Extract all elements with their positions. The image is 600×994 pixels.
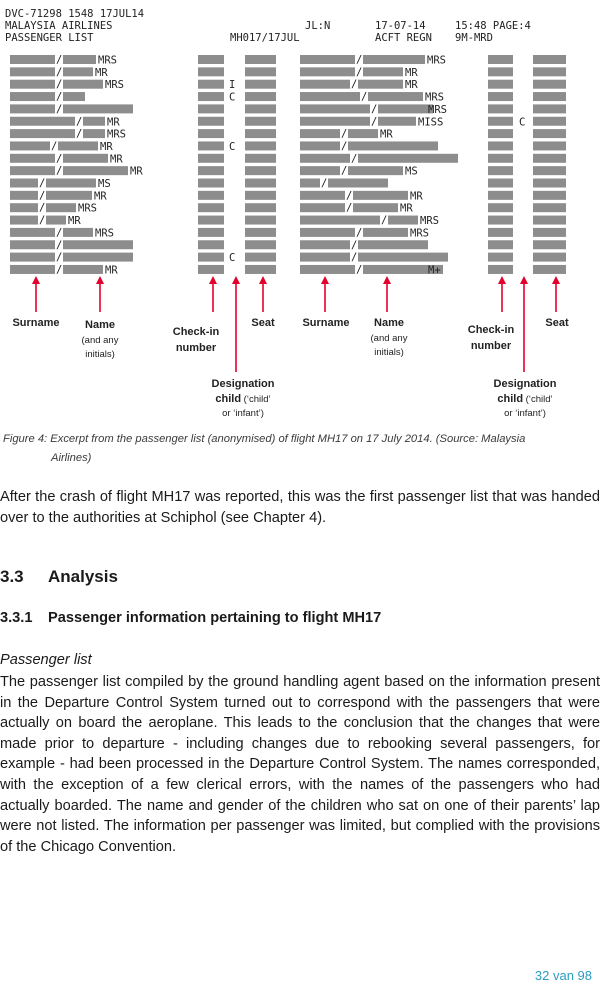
label-name-sub: (and any [81,335,119,346]
header-text: MH017/17JUL [230,32,300,44]
redacted-surname [10,166,55,175]
label-name-sub: initials) [374,347,404,358]
redacted-seat [245,216,276,225]
subsection-heading [0,610,381,626]
redacted-surname [10,92,55,101]
name-title: MRS [105,79,124,92]
redacted-checkin [488,104,513,113]
designation-code: C [229,252,236,265]
slash: / [346,202,353,215]
designation-code: I [229,79,236,92]
redacted-surname [10,253,55,262]
name-title: MR [405,79,418,92]
redacted-seat [533,191,566,200]
redacted-checkin [198,216,224,225]
redacted-checkin [488,80,513,89]
header-text: PASSENGER LIST [5,32,94,44]
redacted-surname [300,240,350,249]
redacted-surname [10,191,38,200]
redacted-checkin [488,216,513,225]
redacted-name [46,216,66,225]
redacted-checkin [198,55,224,64]
redacted-surname [10,80,55,89]
redacted-name [63,55,96,64]
redacted-seat [533,55,566,64]
pointer-arrowhead [209,276,217,284]
figure-caption [3,430,597,468]
redacted-surname [10,203,38,212]
label-designation-sub: or ‘infant’) [222,408,264,419]
slash: / [371,103,378,116]
redacted-surname [10,179,38,188]
name-title: MR [400,202,413,215]
label-seat: Seat [545,317,569,329]
label-designation-sub [215,393,270,405]
slash: / [76,128,83,141]
redacted-checkin [198,92,224,101]
slash: / [56,263,63,276]
redacted-checkin [488,253,513,262]
redacted-surname [10,154,55,163]
name-title: MR [95,66,108,79]
redacted-seat [245,154,276,163]
redacted-name [358,253,448,262]
name-title: MR [410,190,423,203]
redacted-seat [533,67,566,76]
page-number: 32 van 98 [534,968,592,983]
redacted-checkin [488,117,513,126]
redacted-checkin [488,129,513,138]
redacted-name [363,67,403,76]
label-designation-bold: child [215,393,242,405]
pointer-arrowhead [232,276,240,284]
redacted-name [63,166,128,175]
slash: / [56,226,63,239]
redacted-checkin [488,55,513,64]
name-title: MRS [425,91,444,104]
slash: / [56,103,63,116]
redacted-seat [245,80,276,89]
caption-line-1: Figure 4: Excerpt from the passenger list (anonymised) of flight MH17 on 17 July 2014. (Source: Malaysia [3,433,526,445]
header-text: 9M-MRD [455,32,493,44]
subheading-passenger-list: Passenger list [0,652,92,668]
redacted-surname [10,228,55,237]
redacted-surname [10,141,50,150]
redacted-name [348,141,438,150]
slash: / [39,189,46,202]
label-designation-rest: (‘child’ [241,394,271,405]
slash: / [76,115,83,128]
redacted-seat [245,55,276,64]
name-title: MR [130,165,143,178]
redacted-seat [245,179,276,188]
redacted-checkin [198,80,224,89]
redacted-name [63,265,103,274]
redacted-name [358,80,403,89]
slash: / [39,177,46,190]
redacted-seat [533,104,566,113]
redacted-name [63,92,85,101]
redacted-seat [533,253,566,262]
name-title: MRS [427,54,446,67]
pointer-arrowhead [32,276,40,284]
redacted-name [328,179,388,188]
slash: / [56,78,63,91]
redacted-surname [10,67,55,76]
redacted-name [63,104,133,113]
redacted-name [353,203,398,212]
redacted-surname [300,203,345,212]
redacted-checkin [488,67,513,76]
redacted-name [63,67,93,76]
redacted-seat [245,141,276,150]
slash: / [51,140,58,153]
name-title: M+ [428,264,441,277]
designation-code: C [519,116,526,129]
pointer-arrowhead [383,276,391,284]
pointer-arrowhead [498,276,506,284]
redacted-seat [533,179,566,188]
redacted-checkin [198,67,224,76]
pointer-arrowhead [552,276,560,284]
redacted-surname [300,80,350,89]
slash: / [56,54,63,66]
redacted-checkin [488,141,513,150]
redacted-seat [533,117,566,126]
redacted-surname [300,253,350,262]
redacted-checkin [488,92,513,101]
slash: / [351,152,358,165]
redacted-seat [245,67,276,76]
redacted-surname [300,179,320,188]
name-title: MR [94,190,107,203]
label-designation-bold: child [497,393,524,405]
name-title: MS [98,178,111,190]
redacted-seat [533,166,566,175]
redacted-checkin [488,240,513,249]
redacted-seat [533,265,566,274]
redacted-surname [300,55,355,64]
header-text: JL:N [305,20,331,32]
designation-code: C [229,140,236,153]
redacted-name [46,203,76,212]
redacted-name [353,191,408,200]
label-checkin: Check-in [467,324,515,336]
section-number: 3.3 [0,567,24,586]
slash: / [341,128,348,141]
slash: / [371,115,378,128]
name-title: MRS [95,227,114,240]
redacted-seat [533,216,566,225]
slash: / [56,251,63,264]
redacted-seat [245,166,276,175]
name-title: MRS [410,227,429,240]
redacted-seat [533,154,566,163]
redacted-name [63,240,133,249]
passenger-list-figure [0,0,600,425]
name-title: MISS [418,116,444,129]
caption-line-2: Airlines) [51,452,92,464]
redacted-seat [245,240,276,249]
name-title: MR [107,116,120,129]
slash: / [351,239,358,252]
redacted-name [83,129,105,138]
slash: / [361,91,368,104]
header-text: 17-07-14 [375,20,426,32]
slash: / [56,91,63,104]
redacted-seat [533,240,566,249]
redacted-name [363,228,408,237]
name-title: MRS [98,54,117,67]
name-title: MR [68,215,81,228]
label-surname: Surname [12,317,60,329]
redacted-checkin [488,203,513,212]
redacted-surname [300,228,355,237]
slash: / [356,66,363,79]
slash: / [341,140,348,153]
name-title: MRS [107,128,126,141]
label-checkin: number [470,340,512,352]
redacted-surname [10,117,75,126]
intro-paragraph: After the crash of flight MH17 was reported, this was the first passenger list that was handed over to the authorities at Schiphol (see Chapter 4). [0,489,600,526]
redacted-surname [10,55,55,64]
redacted-surname [300,92,360,101]
redacted-checkin [198,203,224,212]
redacted-name [358,154,458,163]
slash: / [56,66,63,79]
label-designation: Designation [211,378,275,390]
section-heading [0,567,118,587]
name-title: MR [380,128,393,141]
redacted-surname [10,129,75,138]
redacted-seat [245,117,276,126]
redacted-name [363,55,425,64]
header-text: 15:48 PAGE:4 [455,20,531,32]
header-text: DVC-71298 1548 17JUL14 [5,8,145,20]
redacted-name [63,228,93,237]
label-designation-sub: or ‘infant’) [504,408,546,419]
slash: / [381,214,388,227]
redacted-seat [533,80,566,89]
redacted-checkin [198,265,224,274]
name-title: MR [110,153,123,166]
name-title: MR [100,140,113,153]
slash: / [321,177,328,190]
redacted-seat [245,203,276,212]
redacted-surname [300,117,370,126]
pointer-arrowhead [520,276,528,284]
redacted-surname [10,104,55,113]
redacted-seat [245,104,276,113]
redacted-name [388,216,418,225]
redacted-checkin [198,104,224,113]
slash: / [341,165,348,178]
slash: / [39,214,46,227]
redacted-seat [245,191,276,200]
redacted-surname [10,265,55,274]
redacted-name [348,166,403,175]
redacted-checkin [198,129,224,138]
redacted-seat [245,92,276,101]
redacted-surname [300,166,340,175]
redacted-surname [300,141,340,150]
redacted-checkin [198,228,224,237]
redacted-surname [300,191,345,200]
redacted-checkin [488,228,513,237]
redacted-checkin [488,191,513,200]
redacted-surname [300,129,340,138]
slash: / [356,54,363,66]
redacted-seat [245,129,276,138]
redacted-seat [533,129,566,138]
subsection-title: Passenger information pertaining to flight MH17 [48,610,382,626]
redacted-surname [300,67,355,76]
label-checkin: Check-in [172,326,220,338]
label-checkin: number [175,342,217,354]
name-title: MR [105,264,118,277]
slash: / [351,78,358,91]
redacted-surname [10,240,55,249]
redacted-checkin [198,240,224,249]
redacted-checkin [198,179,224,188]
redacted-name [378,117,416,126]
slash: / [351,251,358,264]
name-title: MS [405,165,418,178]
redacted-surname [300,104,370,113]
redacted-name [378,104,433,113]
label-designation: Designation [493,378,557,390]
redacted-surname [300,265,355,274]
redacted-name [358,240,428,249]
slash: / [39,202,46,215]
redacted-name [368,92,423,101]
redacted-name [63,80,103,89]
redacted-name [83,117,105,126]
redacted-checkin [488,166,513,175]
name-title: MRS [78,202,97,215]
redacted-surname [300,154,350,163]
label-designation-sub [497,393,552,405]
redacted-checkin [488,265,513,274]
section-title: Analysis [48,567,118,586]
designation-code: C [229,91,236,104]
slash: / [356,263,363,276]
redacted-seat [533,141,566,150]
redacted-name [63,253,133,262]
redacted-seat [533,228,566,237]
name-title: MRS [428,103,447,116]
redacted-name [58,141,98,150]
redacted-name [46,191,92,200]
header-text: ACFT REGN [375,32,432,44]
body-paragraph: The passenger list compiled by the ground handling agent based on the information present in the Departure Control System turned out to correspond with the passengers that were actually on board the aeroplane. This leads to the conclusion that the changes that were made prior to departure - including changes due to rebooking several passengers, for example - had been processed in the Departure Control System. The names corresponded, with the exception of a few clerical errors, with the names of the passengers who had actually boarded. The name and gender of the children who sat on one of their parents’ lap were not listed. The information per passenger was limited, but complied with the provisions of the Chicago Convention. [0,674,600,855]
slash: / [56,239,63,252]
redacted-checkin [488,179,513,188]
label-name: Name [85,319,115,331]
redacted-surname [10,216,38,225]
redacted-checkin [198,191,224,200]
redacted-checkin [198,253,224,262]
slash: / [346,189,353,202]
slash: / [56,152,63,165]
label-surname: Surname [302,317,350,329]
pointer-arrowhead [259,276,267,284]
redacted-seat [533,203,566,212]
redacted-seat [245,253,276,262]
redacted-name [63,154,108,163]
redacted-seat [245,265,276,274]
redacted-name [46,179,96,188]
pointer-arrowhead [96,276,104,284]
name-title: MRS [420,215,439,228]
label-designation-rest: (‘child’ [523,394,553,405]
redacted-checkin [198,154,224,163]
label-name: Name [374,317,404,329]
slash: / [356,226,363,239]
pointer-arrowhead [321,276,329,284]
redacted-checkin [488,154,513,163]
label-name-sub: initials) [85,349,115,360]
redacted-seat [245,228,276,237]
slash: / [56,165,63,178]
label-name-sub: (and any [370,333,408,344]
redacted-checkin [198,141,224,150]
redacted-seat [533,92,566,101]
redacted-checkin [198,117,224,126]
label-seat: Seat [251,317,275,329]
redacted-surname [300,216,380,225]
name-title: MR [405,66,418,79]
header-text: MALAYSIA AIRLINES [5,20,113,32]
redacted-name [348,129,378,138]
subsection-number: 3.3.1 [0,610,33,626]
redacted-checkin [198,166,224,175]
